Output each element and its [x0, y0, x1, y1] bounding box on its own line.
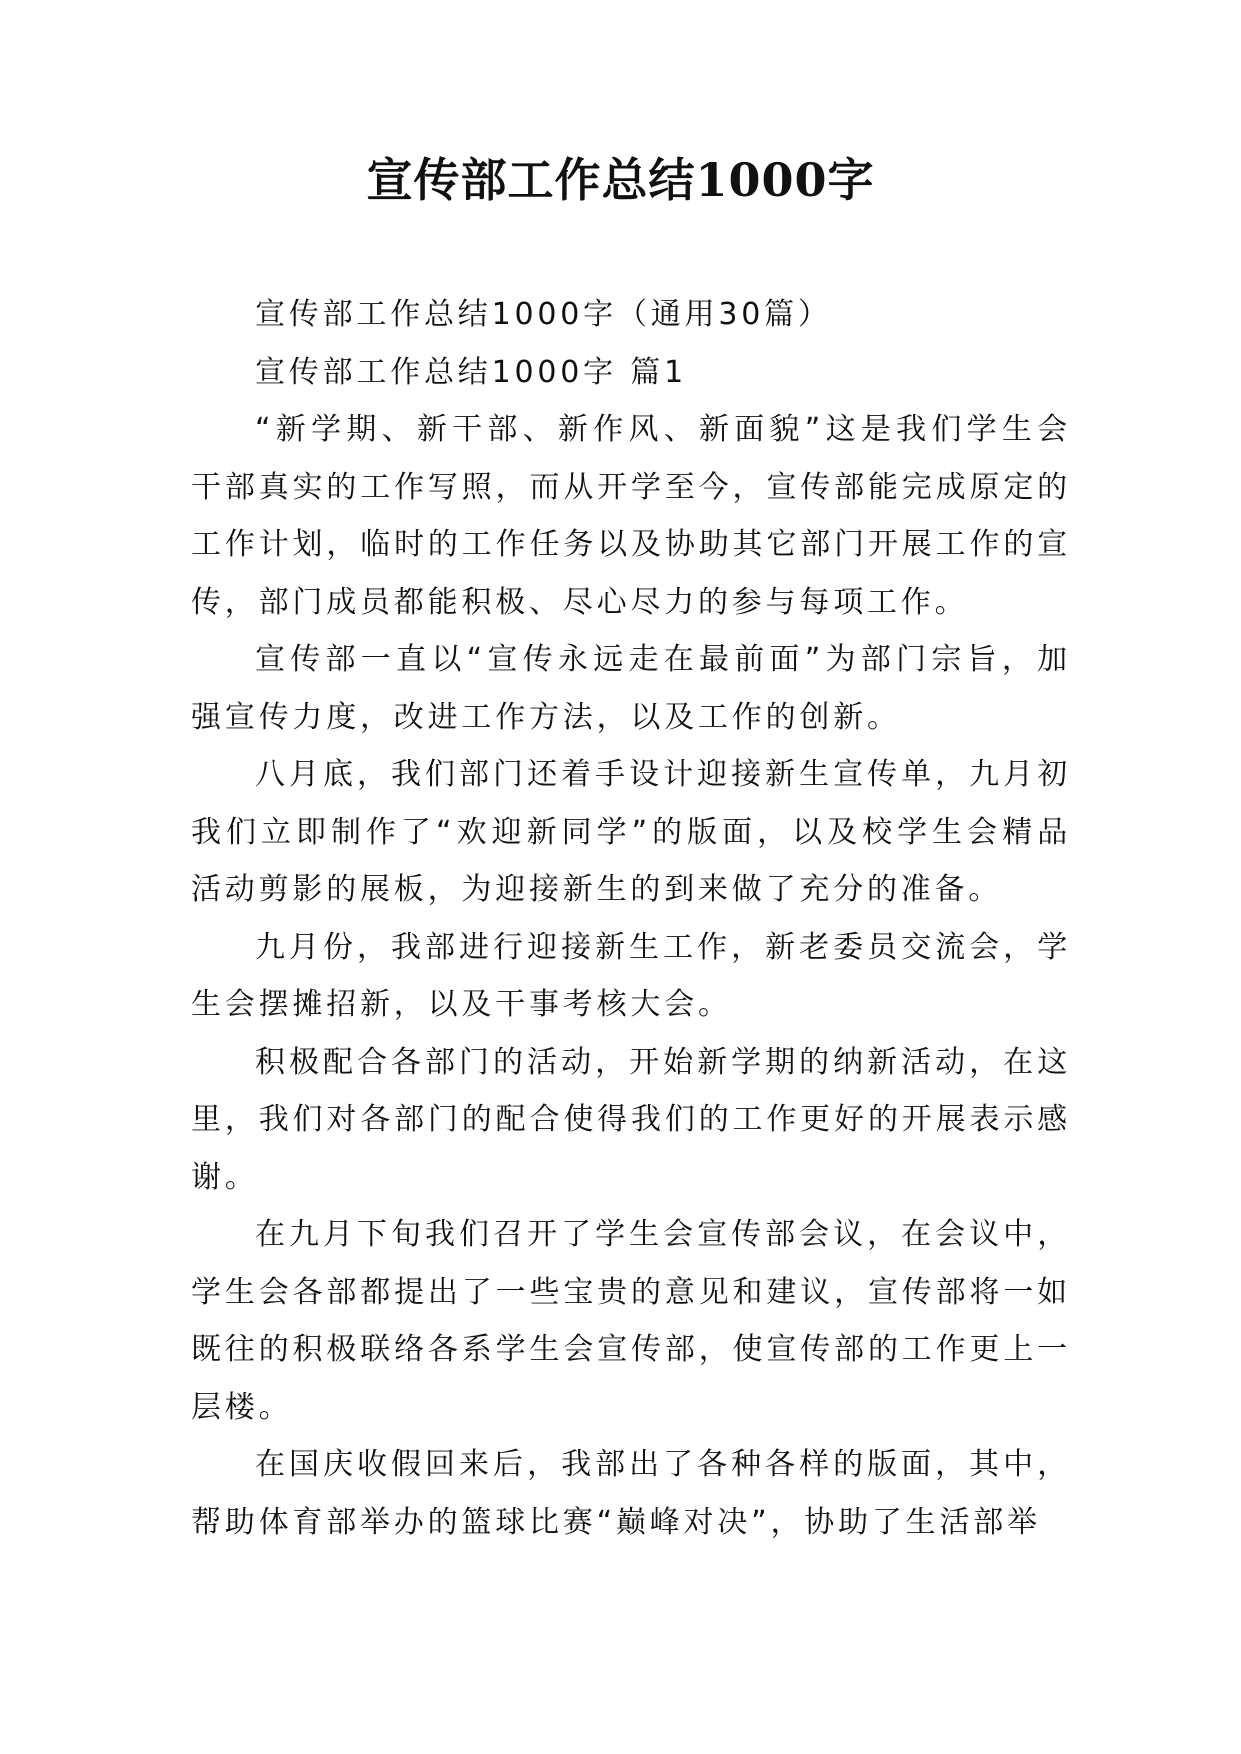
body-paragraph: 八月底，我们部门还着手设计迎接新生宣传单，九月初我们立即制作了“欢迎新同学”的版面，以及校学生会精品活动剪影的展板，为迎接新生的到来做了充分的准备。 [191, 757, 1071, 907]
body-paragraph: 宣传部一直以“宣传永远走在最前面”为部门宗旨，加强宣传力度，改进工作方法，以及工作的创新。 [191, 642, 1071, 735]
subtitle-paragraph: 宣传部工作总结1000字（通用30篇） [255, 297, 832, 332]
body-paragraph: “新学期、新干部、新作风、新面貌”这是我们学生会干部真实的工作写照，而从开学至今，宣传部能完成原定的工作计划，临时的工作任务以及协助其它部门开展工作的宣传，部门成员都能积极、尽心尽力的参与每项工作。 [191, 412, 1071, 620]
document-body [191, 286, 1071, 1551]
document-title: 宣传部工作总结1000字 [366, 153, 875, 207]
body-paragraph: 在国庆收假回来后，我部出了各种各样的版面，其中，帮助体育部举办的篮球比赛“巅峰对决”，协助了生活部举 [191, 1447, 1071, 1540]
body-paragraph: 九月份，我部进行迎接新生工作，新老委员交流会，学生会摆摊招新，以及干事考核大会。 [191, 929, 1071, 1022]
section-heading: 宣传部工作总结1000字 篇1 [255, 354, 687, 390]
body-paragraph: 在九月下旬我们召开了学生会宣传部会议，在会议中，学生会各部都提出了一些宝贵的意见和建议，宣传部将一如既往的积极联络各系学生会宣传部，使宣传部的工作更上一层楼。 [191, 1217, 1071, 1425]
body-paragraph: 积极配合各部门的活动，开始新学期的纳新活动，在这里，我们对各部门的配合使得我们的工作更好的开展表示感谢。 [191, 1044, 1071, 1195]
